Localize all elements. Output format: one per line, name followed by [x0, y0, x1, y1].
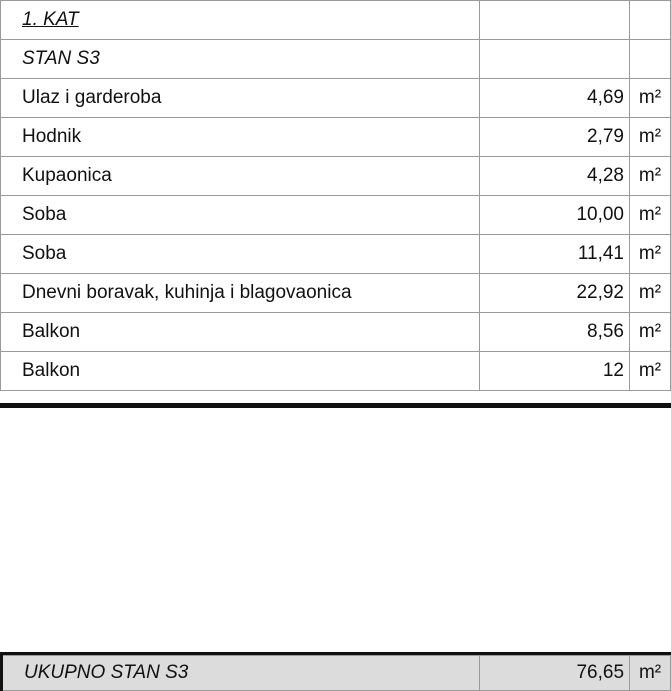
- table-row: [1, 118, 671, 157]
- table-row: [1, 274, 671, 313]
- room-area: 11,41: [480, 235, 630, 274]
- total-label: UKUPNO STAN S3: [2, 656, 480, 691]
- room-name: Kupaonica: [1, 157, 480, 196]
- floor-row: [1, 1, 671, 40]
- floor-label-cell: [1, 1, 480, 40]
- room-area: 8,56: [480, 313, 630, 352]
- area-unit: m²: [630, 313, 671, 352]
- area-unit: m²: [630, 656, 671, 691]
- room-name: Hodnik: [1, 118, 480, 157]
- table-row: [1, 79, 671, 118]
- total-table: [0, 655, 671, 691]
- room-name: Dnevni boravak, kuhinja i blagovaonica: [1, 274, 480, 313]
- room-name: Soba: [1, 235, 480, 274]
- unit-label: STAN S3: [1, 40, 480, 79]
- room-area: 2,79: [480, 118, 630, 157]
- table-row: [1, 157, 671, 196]
- total-area: 76,65: [480, 656, 630, 691]
- table-row: [1, 235, 671, 274]
- room-area: 22,92: [480, 274, 630, 313]
- area-unit: m²: [630, 235, 671, 274]
- table-row: [1, 352, 671, 391]
- room-area: 12: [480, 352, 630, 391]
- table-row: [1, 196, 671, 235]
- area-unit: m²: [630, 274, 671, 313]
- room-name: Soba: [1, 196, 480, 235]
- room-name: Balkon: [1, 313, 480, 352]
- empty-cell: [630, 1, 671, 40]
- area-unit: m²: [630, 352, 671, 391]
- area-unit: m²: [630, 79, 671, 118]
- room-area: 4,28: [480, 157, 630, 196]
- room-name: Balkon: [1, 352, 480, 391]
- area-unit: m²: [630, 196, 671, 235]
- table-row: [1, 313, 671, 352]
- area-unit: m²: [630, 118, 671, 157]
- floor-label: 1. KAT: [22, 9, 79, 30]
- unit-row: [1, 40, 671, 79]
- area-unit: m²: [630, 157, 671, 196]
- empty-cell: [630, 40, 671, 79]
- total-row: [2, 656, 671, 691]
- room-area: 4,69: [480, 79, 630, 118]
- room-area: 10,00: [480, 196, 630, 235]
- section-divider: [0, 403, 671, 408]
- room-name: Ulaz i garderoba: [1, 79, 480, 118]
- empty-cell: [480, 40, 630, 79]
- empty-cell: [480, 1, 630, 40]
